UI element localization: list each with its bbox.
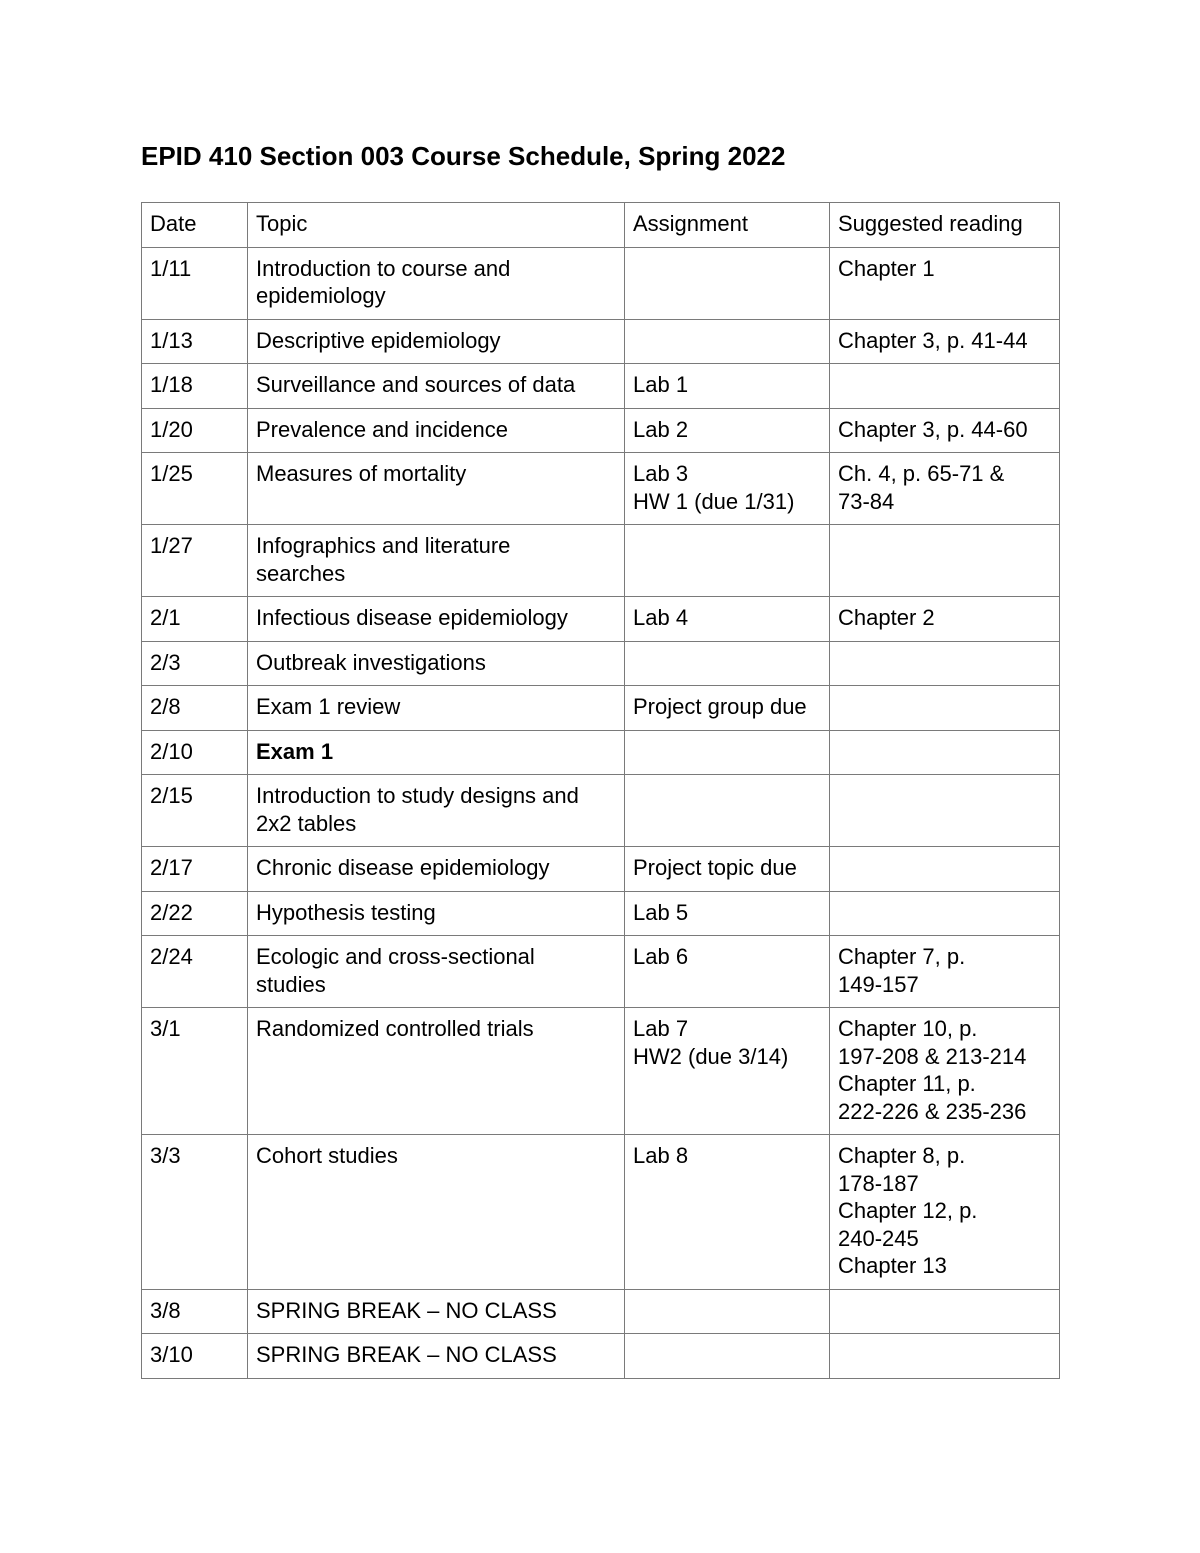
cell-suggested-reading [830,453,1060,525]
header-date: Date [142,203,248,248]
cell-date: 3/1 [142,1008,248,1135]
cell-topic-line: Outbreak investigations [256,649,486,675]
table-row [142,1135,1060,1290]
cell-topic-line: Introduction to study designs and [256,783,579,808]
cell-assignment-line: Lab 1 [633,372,689,397]
table-row [142,641,1060,686]
cell-topic [248,847,625,892]
cell-topic-line: Surveillance and sources of data [256,372,576,397]
cell-date: 2/3 [142,641,248,686]
cell-assignment [625,641,830,686]
cell-assignment-line: Lab 7 [633,1016,689,1041]
cell-topic-line: Cohort studies [256,1143,398,1168]
cell-topic [248,1334,625,1379]
cell-topic-line: Exam 1 [256,738,334,764]
cell-suggested-reading [830,597,1060,642]
cell-topic [248,1135,625,1290]
cell-date: 1/18 [142,364,248,409]
cell-suggested-reading [830,730,1060,775]
cell-suggested-reading-line: Chapter 3, p. 44-60 [838,416,1028,442]
header-suggested-reading: Suggested reading [830,203,1060,248]
cell-suggested-reading-line: Chapter 8, p. [838,1143,966,1168]
table-row [142,525,1060,597]
cell-suggested-reading-line: 149-157 [838,971,919,997]
cell-date: 2/24 [142,936,248,1008]
table-row [142,597,1060,642]
cell-assignment-line: Lab 4 [633,605,689,630]
cell-topic [248,891,625,936]
cell-assignment-line: Lab 8 [633,1143,689,1168]
table-row [142,1008,1060,1135]
cell-topic-line: Prevalence and incidence [256,416,508,442]
schedule-table [141,202,1060,1379]
cell-date: 2/22 [142,891,248,936]
cell-suggested-reading [830,891,1060,936]
cell-assignment-line: Lab 5 [633,899,689,925]
cell-assignment-line: HW2 (due 3/14) [633,1043,789,1069]
table-row [142,686,1060,731]
cell-date: 2/15 [142,775,248,847]
cell-topic [248,686,625,731]
cell-suggested-reading [830,1135,1060,1290]
table-row [142,247,1060,319]
cell-assignment [625,364,830,409]
header-topic: Topic [248,203,625,248]
cell-suggested-reading [830,775,1060,847]
cell-topic-line: Ecologic and cross-sectional [256,944,535,969]
cell-topic-line: 2x2 tables [256,810,357,836]
table-row [142,936,1060,1008]
cell-topic [248,641,625,686]
cell-assignment [625,247,830,319]
cell-suggested-reading-line: Chapter 3, p. 41-44 [838,327,1028,353]
cell-topic [248,247,625,319]
table-row [142,730,1060,775]
cell-topic [248,775,625,847]
cell-assignment [625,936,830,1008]
cell-assignment [625,525,830,597]
cell-date: 3/3 [142,1135,248,1290]
cell-suggested-reading-line: Chapter 2 [838,605,935,630]
cell-date: 2/8 [142,686,248,731]
cell-assignment [625,847,830,892]
cell-suggested-reading-line: Chapter 1 [838,255,935,281]
header-assignment: Assignment [625,203,830,248]
cell-topic-line: SPRING BREAK – NO CLASS [256,1297,557,1323]
cell-suggested-reading [830,1008,1060,1135]
cell-topic [248,597,625,642]
cell-topic-line: epidemiology [256,283,386,308]
cell-topic-line: searches [256,560,346,586]
cell-date: 2/1 [142,597,248,642]
table-row [142,408,1060,453]
cell-date: 1/13 [142,319,248,364]
schedule-table-body [142,203,1060,1379]
table-row [142,319,1060,364]
cell-suggested-reading [830,525,1060,597]
cell-suggested-reading-line: Chapter 11, p. [838,1071,976,1096]
table-row [142,775,1060,847]
cell-suggested-reading-line: 178-187 [838,1170,919,1196]
cell-suggested-reading [830,408,1060,453]
cell-assignment [625,1334,830,1379]
cell-assignment [625,453,830,525]
cell-assignment [625,597,830,642]
cell-topic [248,364,625,409]
cell-topic-line: Infectious disease epidemiology [256,605,568,630]
cell-suggested-reading [830,364,1060,409]
cell-topic-line: Chronic disease epidemiology [256,855,550,880]
table-row [142,891,1060,936]
cell-assignment-line: Lab 2 [633,416,689,442]
cell-assignment-line: Project group due [633,694,807,719]
cell-suggested-reading-line: Chapter 7, p. [838,944,966,969]
cell-assignment [625,730,830,775]
page-title: EPID 410 Section 003 Course Schedule, Spring 2022 [141,141,786,171]
cell-suggested-reading-line: Chapter 12, p. [838,1198,978,1223]
cell-date: 1/27 [142,525,248,597]
cell-topic [248,936,625,1008]
cell-topic [248,1008,625,1135]
cell-topic-line: Measures of mortality [256,461,467,486]
cell-suggested-reading-line: 240-245 [838,1225,919,1251]
cell-assignment [625,408,830,453]
cell-assignment-line: Lab 6 [633,944,689,969]
cell-topic [248,408,625,453]
cell-suggested-reading-line: Ch. 4, p. 65-71 & [838,461,1005,486]
cell-suggested-reading [830,686,1060,731]
cell-topic [248,730,625,775]
cell-topic-line: SPRING BREAK – NO CLASS [256,1342,557,1367]
cell-date: 1/25 [142,453,248,525]
cell-topic-line: Hypothesis testing [256,899,436,925]
table-row [142,847,1060,892]
cell-topic-line: Exam 1 review [256,694,401,719]
table-row [142,364,1060,409]
cell-suggested-reading-line: Chapter 10, p. [838,1016,978,1041]
cell-assignment-line: Lab 3 [633,461,689,486]
cell-date: 3/10 [142,1334,248,1379]
cell-suggested-reading-line: 222-226 & 235-236 [838,1098,1027,1124]
cell-assignment-line: Project topic due [633,855,797,880]
cell-topic-line: Randomized controlled trials [256,1016,534,1041]
table-row [142,453,1060,525]
cell-suggested-reading-line: 73-84 [838,488,895,514]
cell-suggested-reading [830,936,1060,1008]
cell-suggested-reading [830,247,1060,319]
cell-date: 1/20 [142,408,248,453]
cell-suggested-reading-line: 197-208 & 213-214 [838,1043,1027,1069]
cell-topic [248,1289,625,1334]
cell-assignment [625,686,830,731]
cell-date: 2/10 [142,730,248,775]
cell-topic [248,453,625,525]
cell-assignment [625,891,830,936]
cell-suggested-reading-line: Chapter 13 [838,1253,947,1278]
cell-topic-line: Introduction to course and [256,255,511,281]
cell-topic-line: studies [256,971,326,997]
table-row [142,1334,1060,1379]
cell-topic-line: Descriptive epidemiology [256,327,501,353]
table-row [142,1289,1060,1334]
cell-suggested-reading [830,1289,1060,1334]
cell-topic [248,525,625,597]
cell-topic-line: Infographics and literature [256,533,511,558]
cell-date: 1/11 [142,247,248,319]
cell-date: 2/17 [142,847,248,892]
cell-assignment [625,1289,830,1334]
cell-assignment [625,1008,830,1135]
cell-assignment [625,319,830,364]
cell-date: 3/8 [142,1289,248,1334]
cell-topic [248,319,625,364]
cell-suggested-reading [830,1334,1060,1379]
cell-assignment-line: HW 1 (due 1/31) [633,488,795,514]
cell-suggested-reading [830,847,1060,892]
cell-suggested-reading [830,641,1060,686]
cell-suggested-reading [830,319,1060,364]
cell-assignment [625,775,830,847]
table-header-row [142,203,1060,248]
cell-assignment [625,1135,830,1290]
